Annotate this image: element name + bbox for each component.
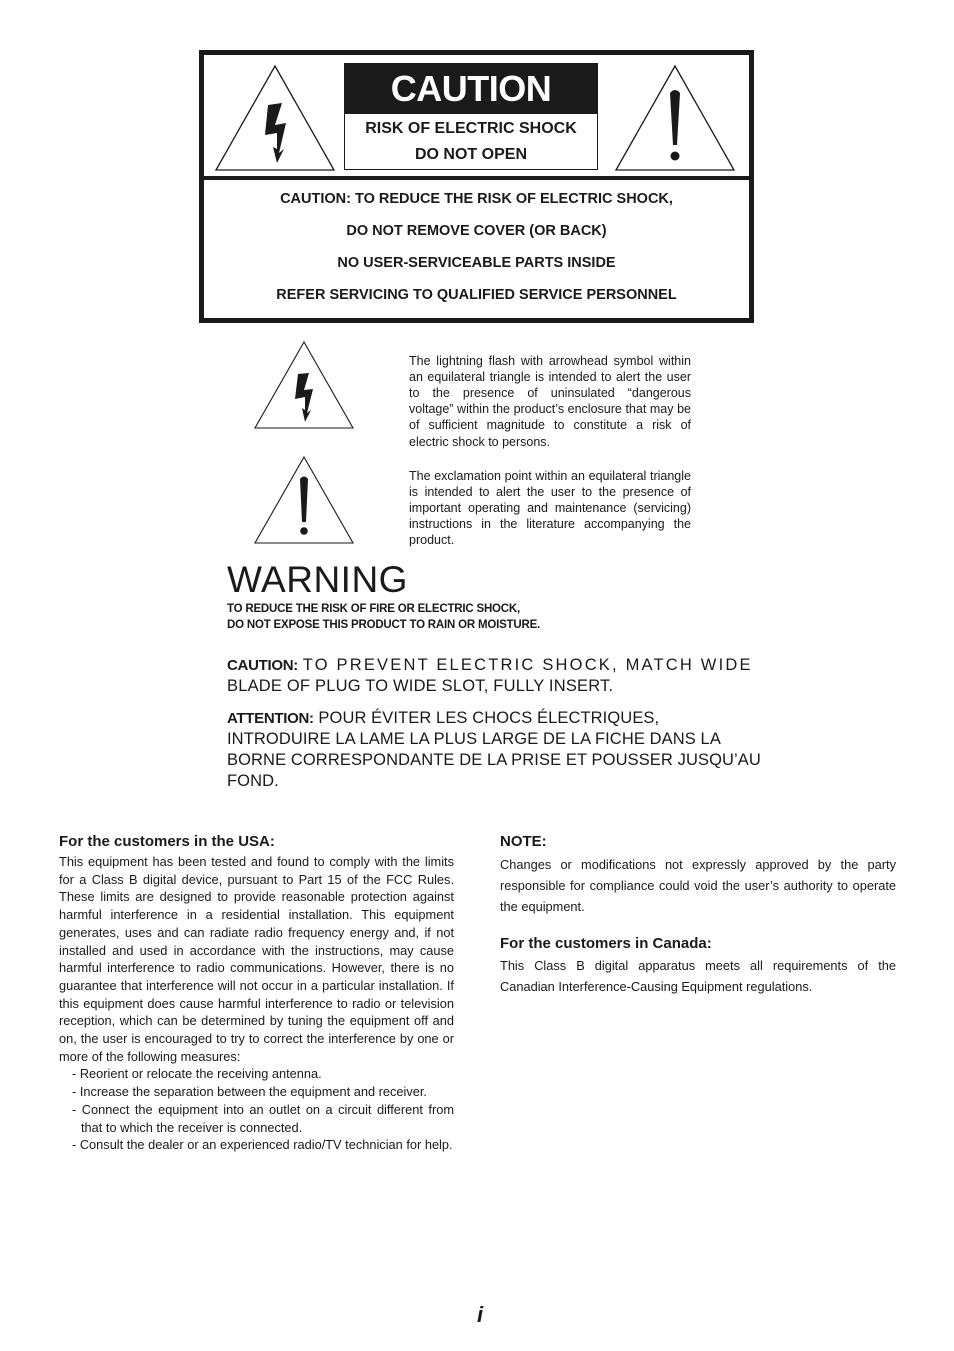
warning-title: WARNING (227, 559, 408, 600)
plug-attention (227, 708, 767, 792)
list-item: - Reorient or relocate the receiving antenna. (72, 1066, 322, 1082)
measures-list (59, 1065, 454, 1154)
plug-caution-line: TO PREVENT ELECTRIC SHOCK, MATCH WIDE (302, 656, 753, 674)
note-heading: NOTE: (500, 833, 547, 850)
caution-line: DO NOT REMOVE COVER (OR BACK) (346, 223, 607, 239)
caution-line: REFER SERVICING TO QUALIFIED SERVICE PERSONNEL (276, 287, 677, 303)
lightning-triangle-icon (253, 340, 355, 430)
caution-subtitle-shock: RISK OF ELECTRIC SHOCK (365, 120, 577, 137)
usa-section (59, 833, 454, 1154)
caution-subtitle-open: DO NOT OPEN (414, 146, 527, 163)
note-section (500, 833, 896, 997)
caution-line: CAUTION: TO REDUCE THE RISK OF ELECTRIC SHOCK, (280, 191, 673, 207)
plug-caution (227, 655, 762, 697)
canada-body: This Class B digital apparatus meets all requirements of the Canadian Interference-Causing Equipment regulations. (500, 958, 896, 994)
plug-caution-label: CAUTION: (227, 657, 298, 674)
lightning-description: The lightning flash with arrowhead symbol within an equilateral triangle is intended to alert the user to the presence of uninsulated “dangerous voltage” within the product’s enclosure that may be of sufficient magnitude to constitute a risk of electric shock to persons. (409, 353, 691, 449)
exclamation-description: The exclamation point within an equilateral triangle is intended to alert the user to the presence of important operating and maintenance (servicing) instructions in the literature accompanying the product. (409, 468, 691, 548)
caution-title-block (344, 63, 598, 170)
warning-line: TO REDUCE THE RISK OF FIRE OR ELECTRIC SHOCK, (227, 603, 520, 615)
caution-instructions (204, 183, 749, 311)
usa-heading: For the customers in the USA: (59, 833, 275, 850)
caution-header (204, 55, 749, 178)
warning-subtitle (227, 601, 540, 633)
note-body: Changes or modifications not expressly approved by the party responsible for compliance could void the user’s authority to operate the equipment. (500, 857, 896, 914)
plug-attention-text: POUR ÉVITER LES CHOCS ÉLECTRIQUES, INTRODUIRE LA LAME LA PLUS LARGE DE LA FICHE DANS LA BORNE CORRESPONDANTE DE LA PRISE ET POUSSER JUSQU’AU FOND. (227, 709, 761, 790)
caution-divider (204, 176, 749, 180)
list-item: - Connect the equipment into an outlet on a circuit different from that to which the receiver is connected. (72, 1101, 454, 1135)
caution-label-box (199, 50, 754, 323)
plug-attention-label: ATTENTION: (227, 710, 314, 727)
page-number: i (476, 1302, 484, 1327)
list-item: - Increase the separation between the equipment and receiver. (72, 1084, 427, 1100)
exclamation-triangle-icon (613, 63, 737, 173)
exclamation-triangle-icon (253, 455, 355, 545)
plug-caution-line: BLADE OF PLUG TO WIDE SLOT, FULLY INSERT. (227, 677, 614, 695)
usa-body: This equipment has been tested and found to comply with the limits for a Class B digital device, pursuant to Part 15 of the FCC Rules. These limits are designed to provide reasonable protection against harmful interference in a residential installation. This equipment generates, uses and can radiate radio frequency energy and, if not installed and used in accordance with the instructions, may cause harmful interference to radio communications. However, there is no guarantee that interference will not occur in a particular installation. If this equipment does cause harmful interference to radio or television reception, which can be determined by tuning the equipment off and on, the user is encouraged to try to correct the interference by one or more of the following measures: (59, 854, 454, 1064)
warning-line: DO NOT EXPOSE THIS PRODUCT TO RAIN OR MOISTURE. (227, 619, 541, 631)
list-item: - Consult the dealer or an experienced radio/TV technician for help. (72, 1137, 453, 1153)
canada-heading: For the customers in Canada: (500, 935, 712, 952)
caution-title: CAUTION (345, 64, 597, 114)
lightning-triangle-icon (213, 63, 337, 173)
caution-line: NO USER-SERVICEABLE PARTS INSIDE (337, 255, 616, 271)
